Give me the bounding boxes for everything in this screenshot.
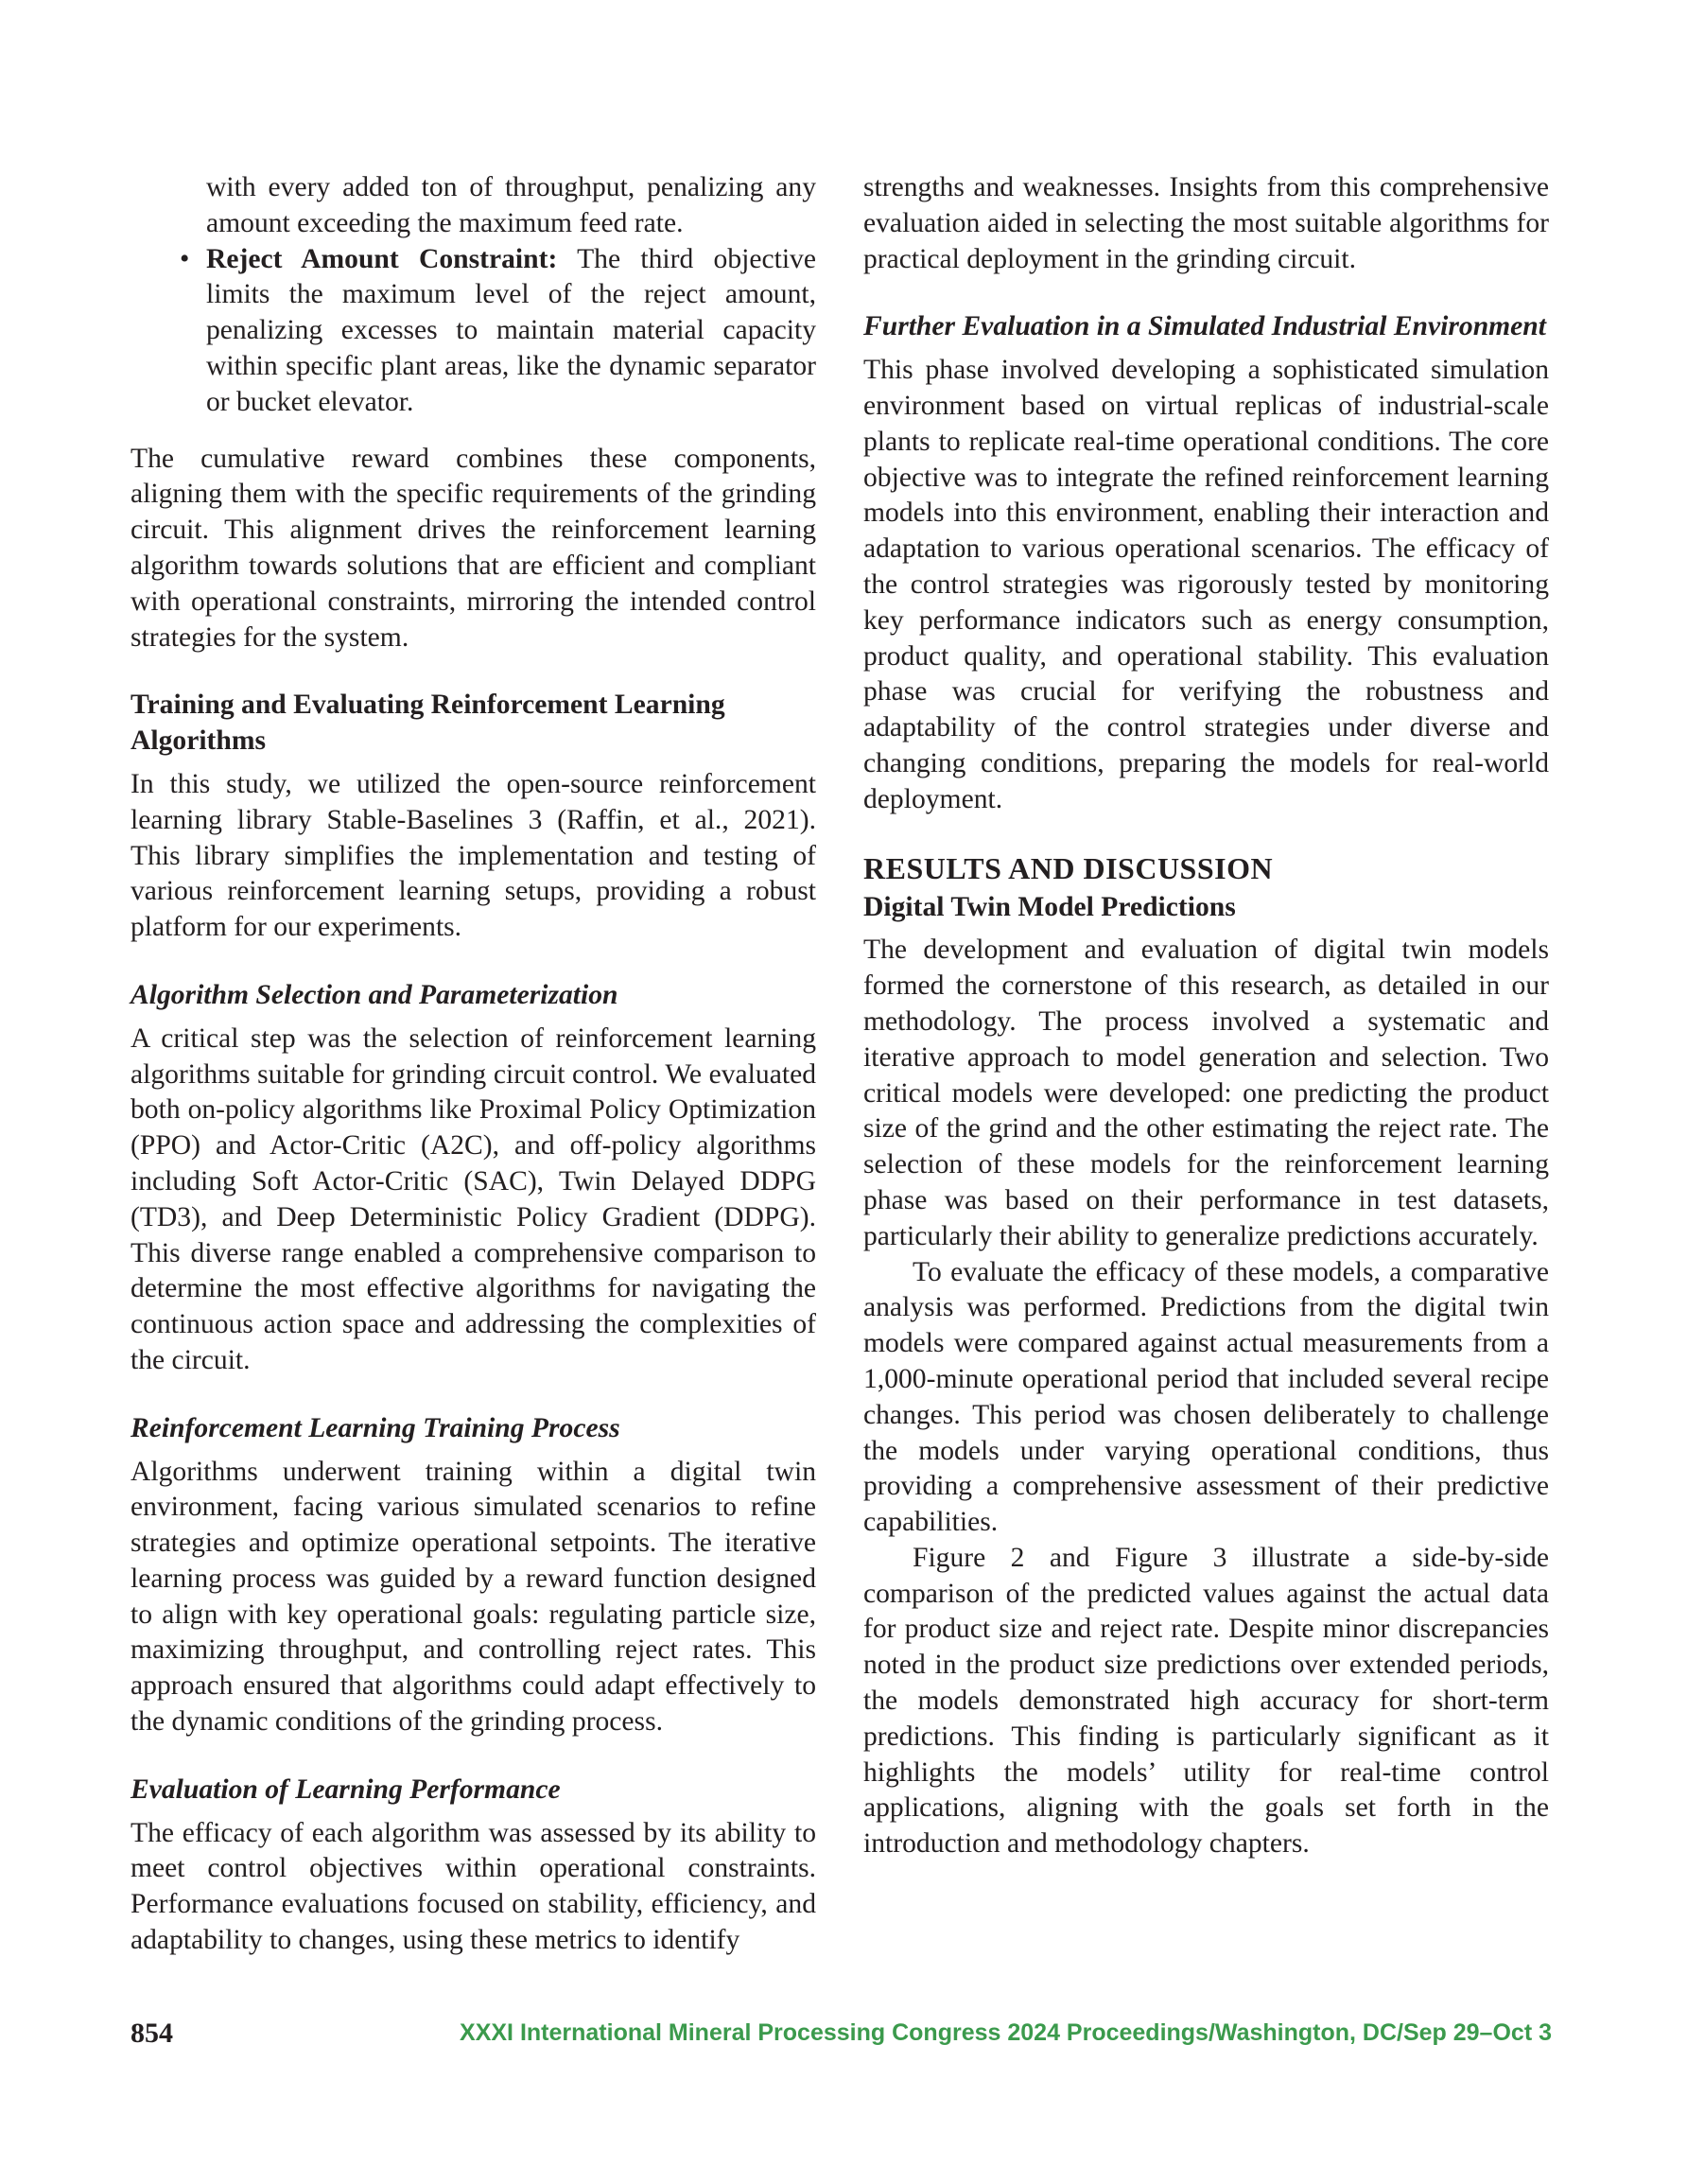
digital-twin-paragraph-3: Figure 2 and Figure 3 illustrate a side-by-side comparison of the predicted values against the actual data for product size and reject rate. Despite minor discrepancies noted in the product size predictions over extended periods, the models demonstrated high accuracy for short-term predictions. This finding is particularly significant as it highlights the models’ utility for real-time control applications, aligning with the goals set forth in the introduction and methodology chapters. (863, 1542, 1549, 1860)
page-footer (130, 2018, 1552, 2055)
digital-twin-paragraph-2: To evaluate the efficacy of these models, a comparative analysis was performed. Predictions from the digital twin models were compared against actual measurements from a 1,000-minute operational period that included several recipe changes. This period was chosen deliberately to challenge the models under varying operational conditions, thus providing a comprehensive assessment of their predictive capabilities. (863, 1256, 1549, 1538)
digital-twin-heading: Digital Twin Model Predictions (863, 891, 1236, 922)
right-column (863, 170, 1549, 1862)
algorithm-selection-heading: Algorithm Selection and Parameterization (130, 979, 618, 1010)
cumulative-reward-paragraph: The cumulative reward combines these components, aligning them with the specific requirements of the grinding circuit. This alignment drives the reinforcement learning algorithm towards solutions that are efficient and compliant with operational constraints, mirroring the intended control strategies for the system. (130, 443, 816, 653)
evaluation-paragraph: The efficacy of each algorithm was assessed by its ability to meet control objectives within operational constraints. Performance evaluations focused on stability, efficiency, and adaptability to changes, using these metrics to identify (130, 1817, 816, 1956)
bullet-text: The third objective limits the maximum level of the reject amount, penalizing excesses to maintain material capacity within specific plant areas, like the dynamic separator or bucket elevator. (206, 243, 816, 417)
results-heading: RESULTS AND DISCUSSION (863, 850, 1274, 885)
page-number: 854 (130, 2018, 173, 2049)
bullet-item-reject-constraint (130, 242, 816, 421)
left-column (130, 170, 816, 1959)
simulated-environment-heading: Further Evaluation in a Simulated Industrial Environment (863, 311, 1546, 342)
rl-training-heading: Reinforcement Learning Training Process (130, 1412, 620, 1443)
bullet-dot-icon: • (180, 243, 190, 274)
digital-twin-paragraph-1: The development and evaluation of digital twin models formed the cornerstone of this research, as detailed in our methodology. The process involved a systematic and iterative approach to model generation and selection. Two critical models were developed: one predicting the product size of the grind and the other estimating the reject rate. The selection of these models for the reinforcement learning phase was based on their performance in test datasets, particularly their ability to generalize predictions accurately. (863, 935, 1549, 1251)
algorithm-selection-paragraph: A critical step was the selection of reinforcement learning algorithms suitable for grinding circuit control. We evaluated both on-policy algorithms like Proximal Policy Optimization (PPO) and Actor-Critic (A2C), and off-policy algorithms including Soft Actor-Critic (SAC), Twin Delayed DDPG (TD3), and Deep Deterministic Policy Gradient (DDPG). This diverse range enabled a comprehensive comparison to determine the most effective algorithms for navigating the continuous action space and addressing the complexities of the circuit. (130, 1022, 816, 1375)
proceedings-title: XXXI International Mineral Processing Congress 2024 Proceedings/Washington, DC/Sep 29–Oct 3 (460, 2019, 1552, 2046)
training-paragraph: In this study, we utilized the open-source reinforcement learning library Stable-Baselines 3 (Raffin, et al., 2021). This library simplifies the implementation and testing of various reinforcement learning setups, providing a robust platform for our experiments. (130, 768, 816, 943)
bullet-label: Reject Amount Constraint: (206, 243, 558, 274)
bullet-continuation: with every added ton of throughput, penalizing any amount exceeding the maximum feed rate. (206, 172, 816, 238)
evaluation-heading: Evaluation of Learning Performance (130, 1773, 561, 1805)
simulated-environment-paragraph: This phase involved developing a sophisticated simulation environment based on virtual replicas of industrial-scale plants to replicate real-time operational conditions. The core objective was to integrate the refined reinforcement learning models into this environment, enabling their interaction and adaptation to various operational scenarios. The efficacy of the control strategies was rigorously tested by monitoring key performance indicators such as energy consumption, product quality, and operational stability. This evaluation phase was crucial for verifying the robustness and adaptability of the control strategies under diverse and changing conditions, preparing the models for real-world deployment. (863, 355, 1549, 814)
training-heading: Training and Evaluating Reinforcement Learning Algorithms (130, 690, 725, 757)
continuation-paragraph: strengths and weaknesses. Insights from this comprehensive evaluation aided in selecting the most suitable algorithms for practical deployment in the grinding circuit. (863, 172, 1549, 274)
rl-training-paragraph: Algorithms underwent training within a digital twin environment, facing various simulated scenarios to refine strategies and optimize operational setpoints. The iterative learning process was guided by a reward function designed to align with key operational goals: regulating particle size, maximizing throughput, and controlling reject rates. This approach ensured that algorithms could adapt effectively to the dynamic conditions of the grinding process. (130, 1456, 816, 1738)
bullet-list (130, 242, 816, 421)
